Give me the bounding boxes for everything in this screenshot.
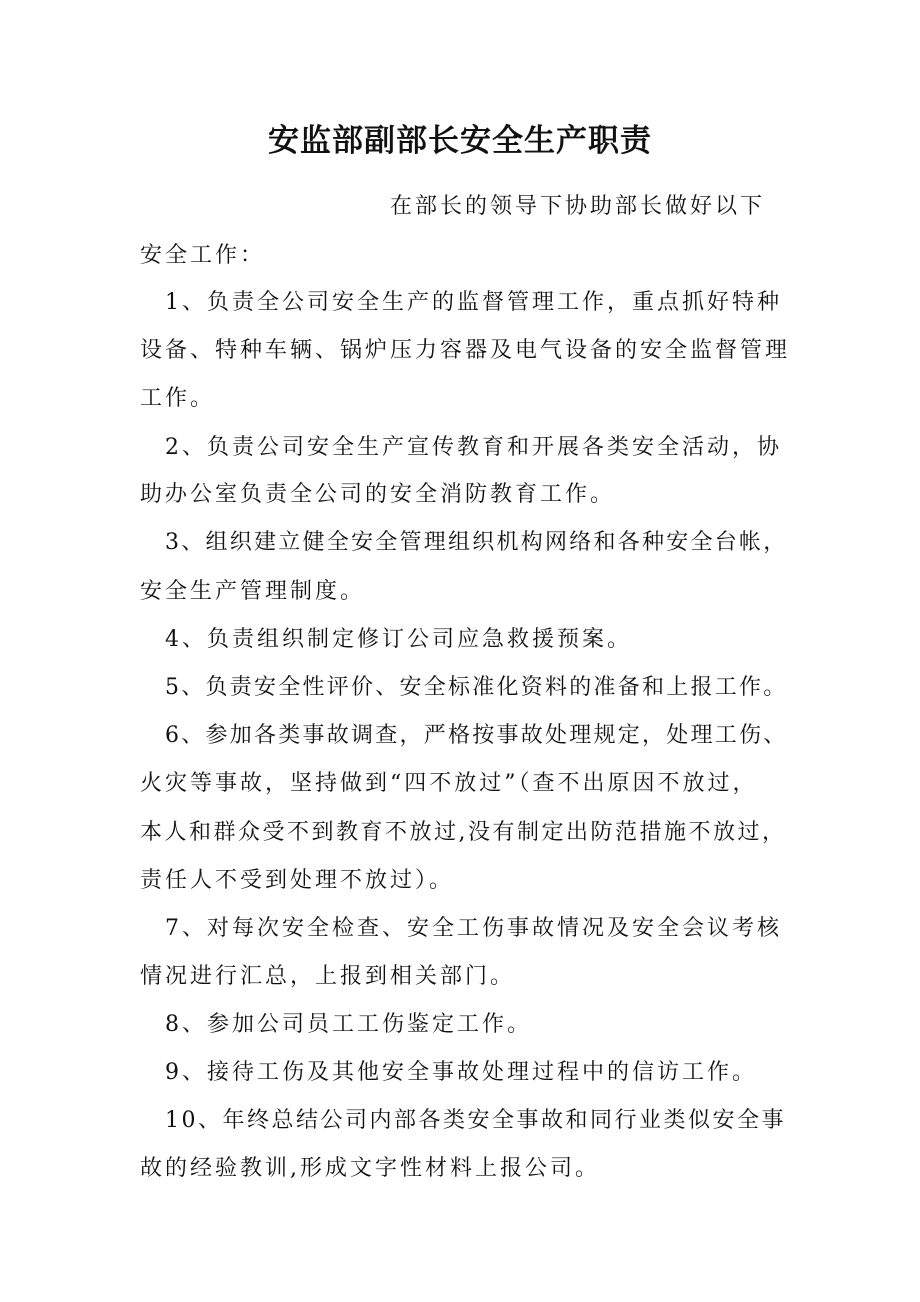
item-1-line-2: 设备、特种车辆、锅炉压力容器及电气设备的安全监督管理 (140, 338, 791, 363)
item-2-line-1: 2、负责公司安全生产宣传教育和开展各类安全活动，协 (165, 435, 782, 460)
item-4-line-1: 4、负责组织制定修订公司应急救援预案。 (165, 627, 632, 652)
item-10-line-1: 10、年终总结公司内部各类安全事故和同行业类似安全事 (165, 1108, 786, 1133)
item-5-line-1: 5、负责安全性评价、安全标准化资料的准备和上报工作。 (165, 675, 788, 700)
item-6-line-3: 本人和群众受不到教育不放过,没有制定出防范措施不放过， (140, 820, 787, 845)
item-9-line-1: 9、接待工伤及其他安全事故处理过程中的信访工作。 (165, 1060, 757, 1085)
item-6-line-1: 6、参加各类事故调查，严格按事故处理规定，处理工伤、 (165, 723, 788, 748)
item-10-line-2: 故的经验教训,形成文字性材料上报公司。 (140, 1156, 600, 1181)
item-7-line-1: 7、对每次安全检查、安全工伤事故情况及安全会议考核 (165, 916, 782, 941)
intro-line-2: 安全工作： (140, 243, 266, 268)
item-6-line-4: 责任人不受到处理不放过）。 (140, 868, 455, 893)
item-2-line-2: 助办公室负责全公司的安全消防教育工作。 (140, 482, 616, 507)
document-title: 安监部副部长安全生产职责 (268, 123, 652, 159)
item-1-line-3: 工作。 (140, 386, 216, 411)
item-3-line-2: 安全生产管理制度。 (140, 579, 366, 604)
item-1-line-1: 1、负责全公司安全生产的监督管理工作，重点抓好特种 (165, 290, 782, 315)
item-6-line-2: 火灾等事故，坚持做到“四不放过”（查不出原因不放过， (140, 771, 758, 796)
item-7-line-2: 情况进行汇总，上报到相关部门。 (140, 964, 516, 989)
intro-line-1: 在部长的领导下协助部长做好以下 (390, 194, 766, 219)
item-8-line-1: 8、参加公司员工工伤鉴定工作。 (165, 1012, 532, 1037)
item-3-line-1: 3、组织建立健全安全管理组织机构网络和各种安全台帐， (165, 530, 788, 555)
